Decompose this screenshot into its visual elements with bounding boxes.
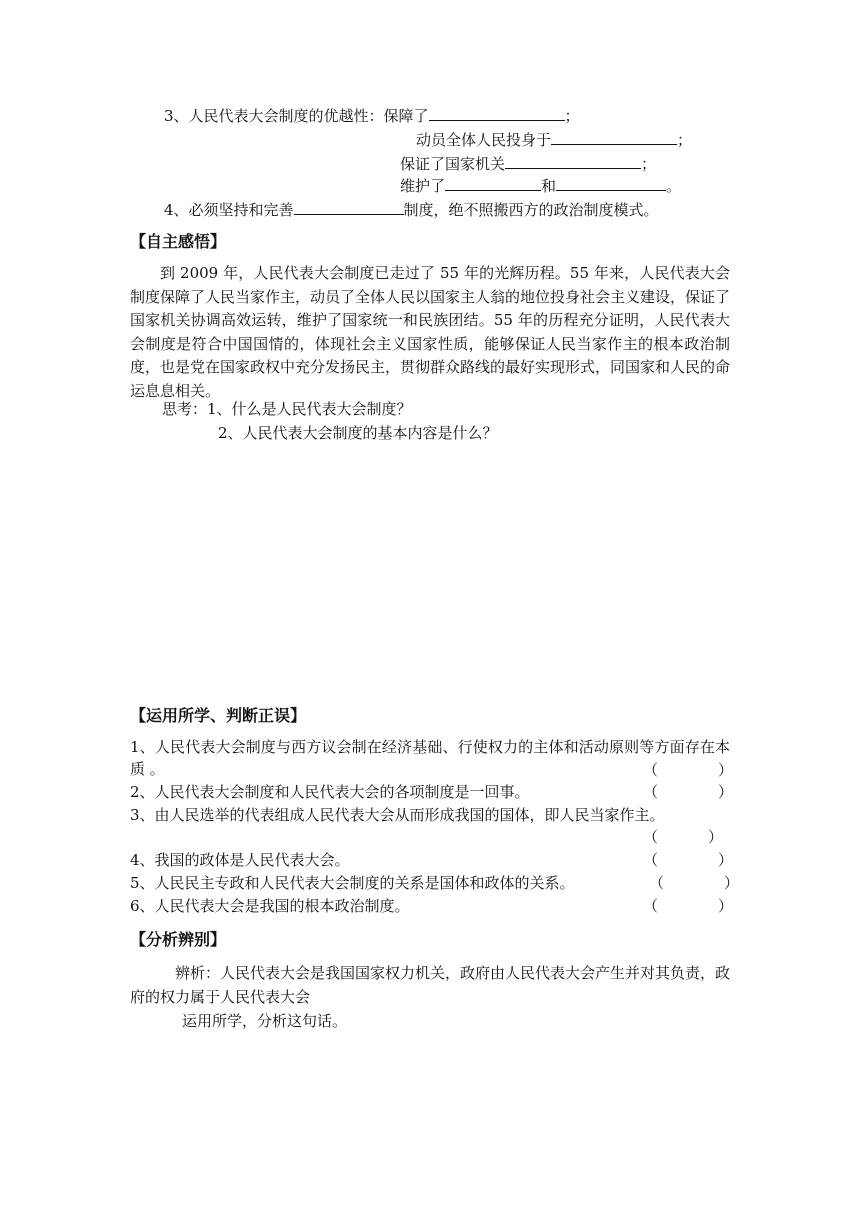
section-heading-self-reflection: 【自主感悟】	[130, 232, 227, 251]
answer-parentheses[interactable]: （ ）	[643, 783, 734, 801]
self-reflection-paragraph: 到 2009 年，人民代表大会制度已走过了 55 年的光辉历程。55 年来，人民代表大会制度保障了人民当家作主，动员了全体人民以国家主人翁的地位投身社会主义建设，保证了国家机关协调高效运转，维护了国家统一和民族团结。55 年的历程充分证明，人民代表大会制度是符合中国国情的，体现社会主义国家性质，能够保证人民当家作主的根本政治制度，也是党在国家政权中充分发扬民主，贯彻群众路线的最好实现形式，同国家和人民的命运息息相关。	[130, 264, 731, 400]
superiority-text-4b: 和	[541, 177, 557, 195]
judge-item-3: 3、由人民选举的代表组成人民代表大会从而形成我国的国体，即人民当家作主。	[130, 806, 665, 824]
item-4-text-b: 制度，绝不照搬西方的政治制度模式。	[403, 201, 659, 219]
punctuation: ；	[641, 155, 657, 173]
answer-parentheses[interactable]: （ ）	[643, 851, 734, 869]
superiority-text-3: 保证了国家机关	[400, 155, 506, 173]
answer-blank[interactable]	[429, 104, 565, 121]
section-heading-judge: 【运用所学、判断正误】	[130, 706, 307, 725]
section-heading-analysis: 【分析辨别】	[130, 930, 227, 949]
item-4-line	[164, 198, 659, 221]
analysis-paragraph: 辨析：人民代表大会是我国国家权力机关，政府由人民代表大会产生并对其负责，政府的权力属于人民代表大会	[130, 964, 731, 1006]
answer-blank[interactable]	[556, 174, 666, 191]
judge-item-1: 1、人民代表大会制度与西方议会制在经济基础、行使权力的主体和活动原则等方面存在本质 。	[130, 738, 730, 778]
superiority-line-2	[416, 128, 692, 151]
answer-parentheses[interactable]: （ ）	[643, 761, 734, 779]
superiority-line-1	[164, 104, 580, 127]
superiority-text-4a: 维护了	[400, 177, 446, 195]
think-question-2: 2、人民代表大会制度的基本内容是什么？	[218, 424, 498, 442]
answer-parentheses[interactable]: （ ）	[643, 897, 734, 915]
punctuation: ；	[564, 107, 580, 125]
answer-parentheses[interactable]: （ ）	[643, 828, 722, 846]
answer-blank[interactable]	[551, 128, 677, 145]
answer-blank[interactable]	[505, 152, 641, 169]
answer-blank[interactable]	[445, 174, 541, 191]
answer-parentheses[interactable]: （ ）	[649, 874, 740, 892]
analysis-instruction: 运用所学，分析这句话。	[182, 1012, 348, 1030]
answer-blank[interactable]	[294, 198, 404, 215]
think-question-1: 思考：1、什么是人民代表大会制度？	[162, 400, 412, 418]
item-4-text-a: 4、必须坚持和完善	[164, 201, 294, 219]
superiority-text-2: 动员全体人民投身于	[416, 131, 552, 149]
judge-item-2: 2、人民代表大会制度和人民代表大会的各项制度是一回事。	[130, 783, 530, 801]
superiority-line-4	[400, 174, 681, 197]
judge-item-4: 4、我国的政体是人民代表大会。	[130, 851, 350, 869]
superiority-line-3	[400, 152, 656, 175]
punctuation: ；	[677, 131, 693, 149]
judge-item-5: 5、人民民主专政和人民代表大会制度的关系是国体和政体的关系。	[130, 874, 575, 892]
superiority-label: 3、人民代表大会制度的优越性：保障了	[164, 107, 429, 125]
judge-item-6: 6、人民代表大会是我国的根本政治制度。	[130, 897, 410, 915]
punctuation: 。	[666, 177, 682, 195]
